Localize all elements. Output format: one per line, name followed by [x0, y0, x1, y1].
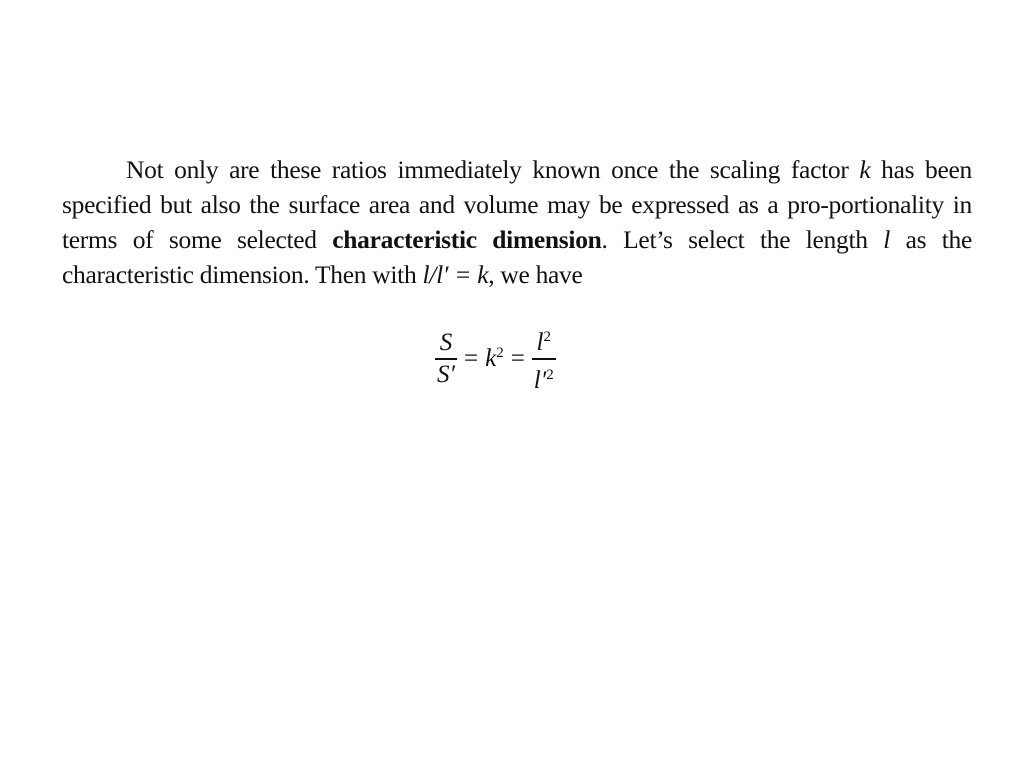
display-equation [435, 324, 556, 394]
k-squared [485, 345, 504, 373]
body-paragraph [62, 152, 972, 292]
paragraph-text-1: Not only are these ratios immediately known once the scaling factor [126, 155, 860, 184]
den-exponent: 2 [546, 366, 554, 383]
k-base: k [485, 344, 497, 372]
equals-sign: = [510, 344, 525, 372]
paragraph-text-4: as the characteristic dimension. Then with [62, 225, 972, 289]
bold-term: characteristic dimension [332, 225, 602, 254]
fraction-bar [532, 358, 556, 360]
fraction-denominator [532, 362, 556, 394]
fraction-surface-ratio [435, 330, 457, 388]
fraction-numerator [535, 324, 553, 356]
scaling-factor-k: k [859, 155, 871, 184]
num-exponent: 2 [543, 329, 551, 345]
fraction-numerator: S [439, 329, 453, 356]
fraction-bar [435, 358, 457, 360]
length-l: l [883, 225, 891, 254]
ratio-expression: l/l′ = k [422, 260, 489, 289]
num-base: l [536, 329, 544, 356]
document-page [62, 152, 972, 394]
paragraph-text-5: , we have [488, 260, 583, 289]
fraction-length-ratio [532, 324, 556, 394]
den-base: l′ [533, 366, 547, 394]
paragraph-text-3: . Let’s select the length [601, 225, 884, 254]
k-exponent: 2 [496, 344, 504, 361]
paragraph-text-2: has been specified but also the surface area and volume may be expressed as a pro-portionality in terms of some selected [62, 155, 972, 254]
fraction-denominator: S′ [437, 360, 455, 388]
equals-sign: = [463, 344, 479, 372]
